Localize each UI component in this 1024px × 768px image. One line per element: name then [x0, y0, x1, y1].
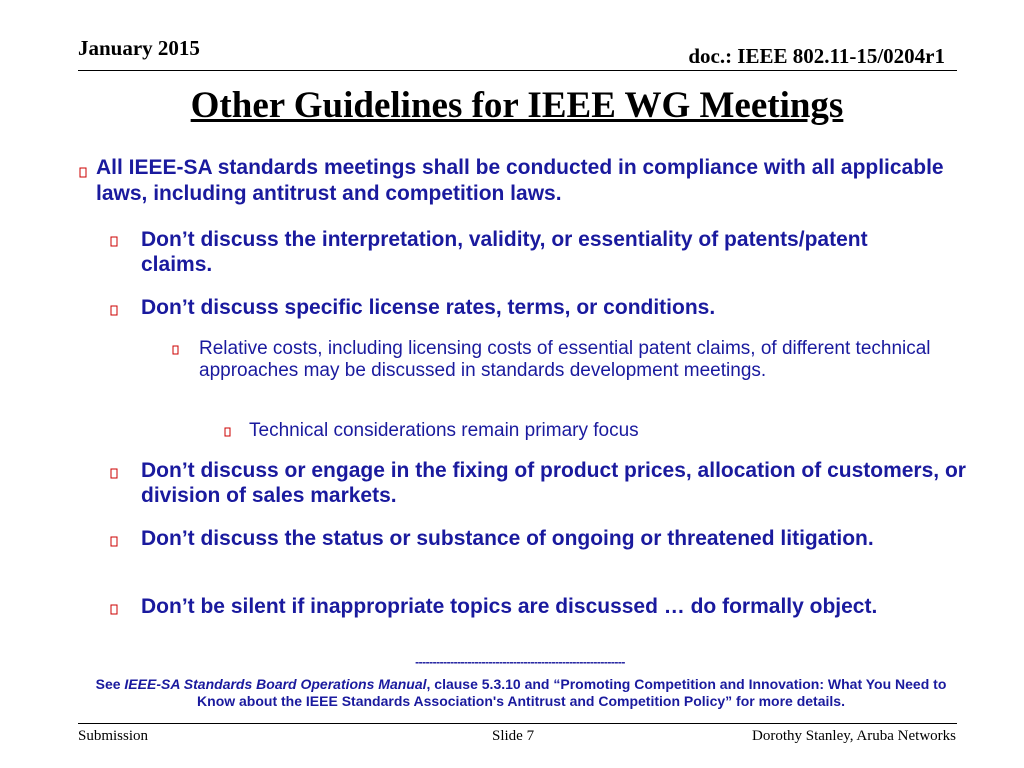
- bullet-marker-icon: [79, 167, 88, 178]
- bullet-l3-costs: Relative costs, including licensing costs of essential patent claims, of different technical approaches may be discussed in standards development meetings.: [199, 338, 931, 381]
- bullet-marker-icon: [110, 236, 119, 247]
- footer-submission: Submission: [78, 728, 149, 744]
- footer-rule: [78, 723, 957, 724]
- reference-note: [76, 676, 966, 710]
- slide-title: Other Guidelines for IEEE WG Meetings: [190, 85, 844, 126]
- bullet-l1: All IEEE-SA standards meetings shall be conducted in compliance with all applicable laws, including antitrust and competition laws.: [96, 156, 944, 205]
- header-date: January 2015: [78, 36, 200, 60]
- bullet-l2-license: Don’t discuss specific license rates, terms, or conditions.: [141, 296, 716, 319]
- divider-dashes: ------------------------------------------------------------: [415, 655, 625, 669]
- bullet-l2-patents: Don’t discuss the interpretation, validity, or essentiality of patents/patent claims.: [141, 228, 868, 276]
- bullet-l2-silent: Don’t be silent if inappropriate topics are discussed … do formally object.: [141, 595, 878, 618]
- bullet-marker-icon: [110, 536, 119, 547]
- footer-author: Dorothy Stanley, Aruba Networks: [752, 728, 956, 744]
- bullet-marker-icon: [172, 345, 180, 355]
- bullet-l2-prices: Don’t discuss or engage in the fixing of product prices, allocation of customers, or division of sales markets.: [141, 459, 966, 507]
- header-rule: [78, 70, 957, 71]
- bullet-l2-litigation: Don’t discuss the status or substance of ongoing or threatened litigation.: [141, 527, 874, 550]
- reference-rest: , clause 5.3.10 and “Promoting Competition and Innovation: What You Need to Know about the IEEE Standards Association's Antitrust and Competition Policy” for more details.: [197, 676, 947, 709]
- bullet-marker-icon: [110, 468, 119, 479]
- footer-slide-number: Slide 7: [492, 728, 535, 744]
- reference-see: See: [95, 676, 125, 692]
- header-doc-id: doc.: IEEE 802.11-15/0204r1: [688, 44, 945, 68]
- reference-manual: IEEE-SA Standards Board Operations Manual: [124, 676, 427, 692]
- bullet-l4-technical: Technical considerations remain primary focus: [249, 420, 639, 441]
- bullet-marker-icon: [110, 305, 119, 316]
- bullet-marker-icon: [110, 604, 119, 615]
- bullet-marker-icon: [224, 427, 232, 437]
